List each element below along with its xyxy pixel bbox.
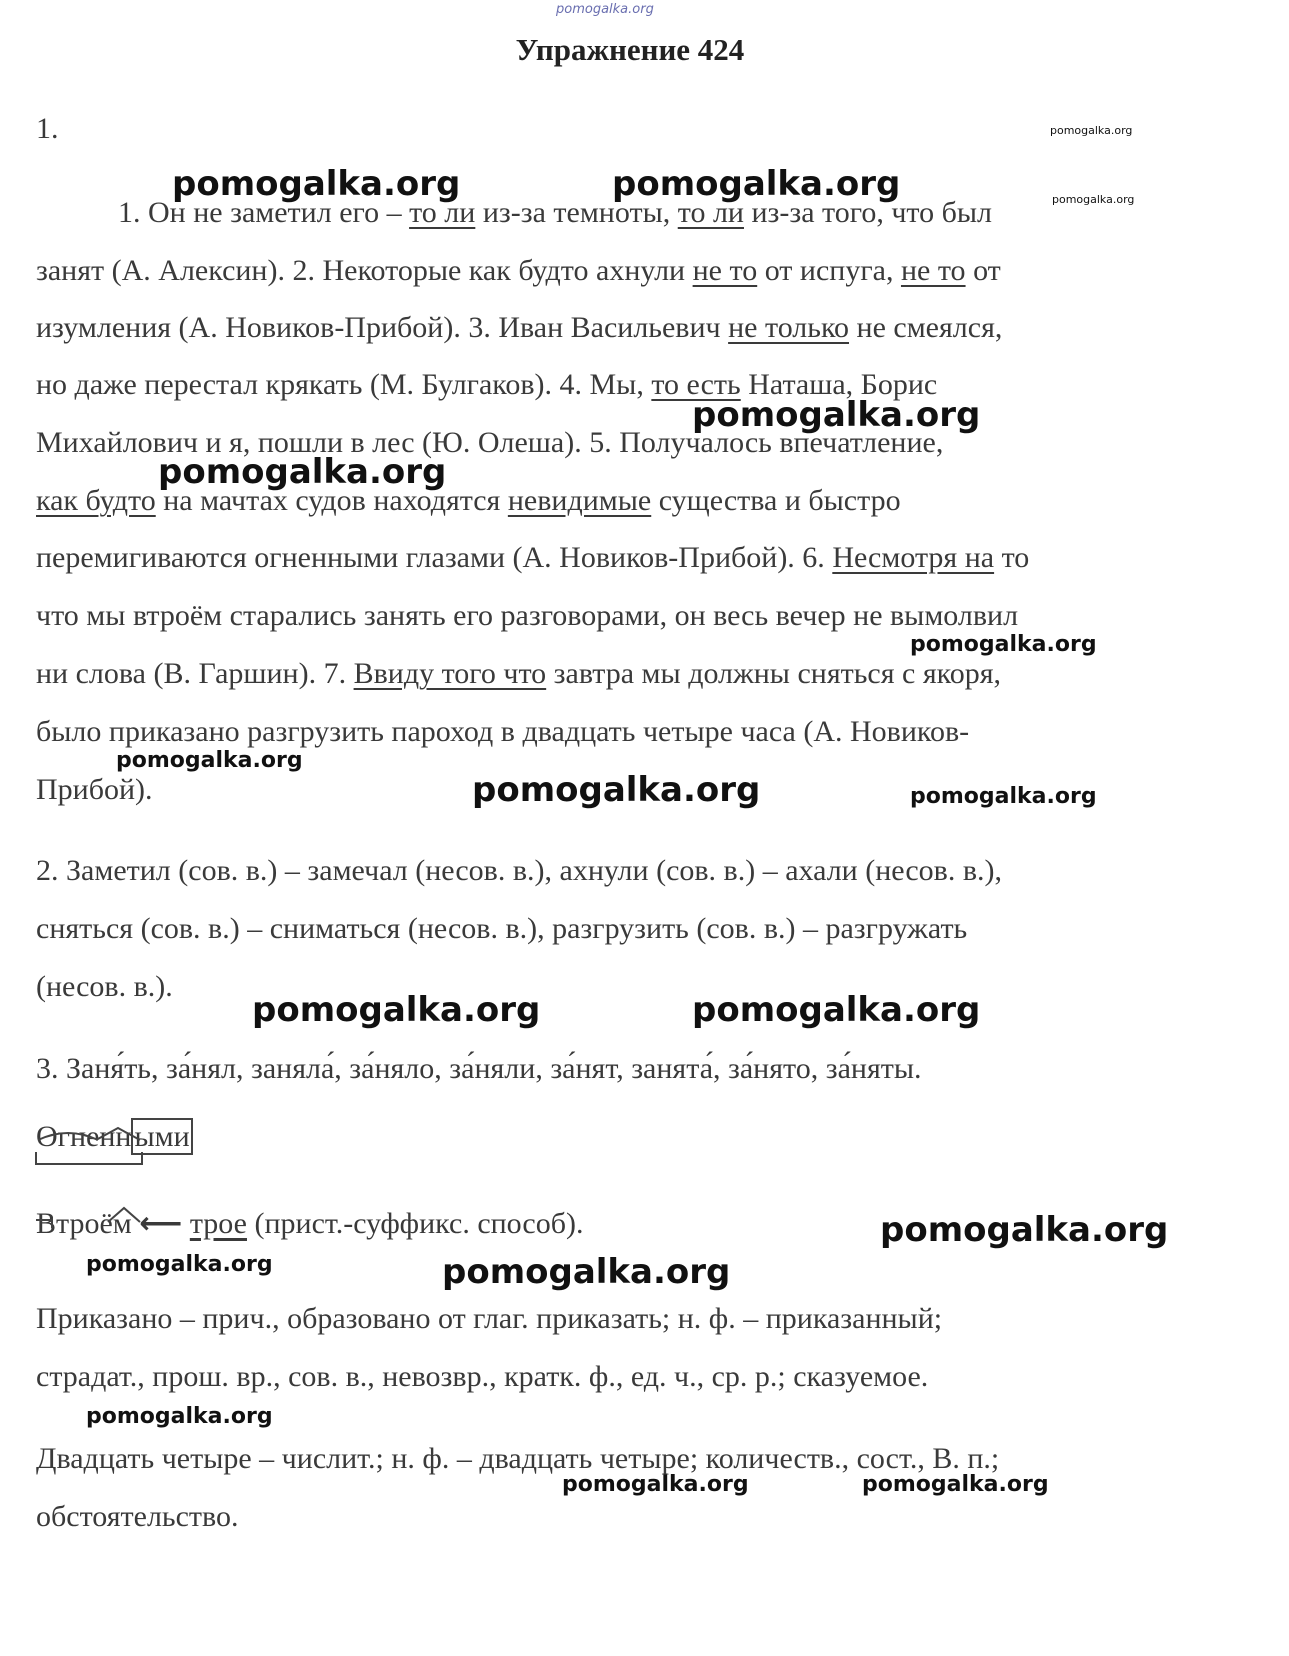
- task2-line: 2. Заметил (сов. в.) – замечал (несов. в.), ахнули (сов. в.) – ахали (несов. в.),: [36, 854, 1002, 887]
- page-title: Упражнение 424: [515, 32, 745, 67]
- text-segment: было приказано разгрузить пароход в двадцать четыре часа (А. Новиков-: [36, 715, 970, 748]
- task-number: 1.: [36, 112, 59, 145]
- suffix-mark: [108, 1208, 140, 1222]
- watermark: pomogalka.org: [158, 452, 447, 492]
- root-arc: [38, 1133, 98, 1140]
- text-segment: от испуга,: [757, 254, 901, 287]
- watermark: pomogalka.org: [442, 1252, 731, 1292]
- text-segment: ни слова (В. Гаршин). 7.: [36, 657, 354, 690]
- watermark: pomogalka.org: [1052, 193, 1135, 206]
- text-segment: но даже перестал крякать (М. Булгаков). 4. Мы,: [36, 368, 652, 401]
- underlined-particle: не то: [900, 254, 966, 287]
- underlined-particle: невидимые: [507, 484, 652, 517]
- watermark: pomogalka.org: [910, 632, 1097, 657]
- prefix-mark: [36, 1220, 52, 1228]
- text-segment: что мы втроём старались занять его разговорами, он весь вечер не вымолвил: [36, 599, 1019, 632]
- text-segment: из-за темноты,: [475, 196, 678, 229]
- task3-line: 3. Заня́ть, за́нял, заняла́, за́няло, за́няли, за́нят, занята́, за́нято, за́няты.: [36, 1052, 922, 1085]
- text-segment: на мачтах судов находятся: [155, 484, 508, 517]
- watermark: pomogalka.org: [880, 1210, 1169, 1250]
- derivation-arrow: ⟵: [139, 1206, 183, 1241]
- base-word: трое: [189, 1207, 247, 1240]
- base-underline: [36, 1152, 142, 1164]
- watermark: pomogalka.org: [172, 164, 461, 204]
- base-bracket: [34, 1150, 154, 1170]
- task2-line: (несов. в.).: [36, 970, 173, 1003]
- text-segment: из-за того, что был: [743, 196, 993, 229]
- underlined-particle: не то: [692, 254, 758, 287]
- word-base: Огненн: [36, 1120, 132, 1153]
- derived-word: Втроём: [36, 1207, 132, 1240]
- ending-box: ыми: [131, 1118, 192, 1155]
- watermark: pomogalka.org: [862, 1472, 1049, 1497]
- text-segment: Михайлович и я, пошли в лес (Ю. Олеша). 5. Получалось впечатление,: [36, 426, 944, 459]
- underlined-particle: не только: [728, 311, 850, 344]
- watermark: pomogalka.org: [116, 748, 303, 773]
- underlined-particle: Ввиду того что: [353, 657, 547, 690]
- watermark: pomogalka.org: [86, 1252, 273, 1277]
- underlined-particle: Несмотря на: [832, 541, 995, 574]
- text-segment: не смеялся,: [849, 311, 1003, 344]
- text-segment: занят (А. Алексин). 2. Некоторые как будто ахнули: [36, 254, 693, 287]
- prefix-suffix-marks: [34, 1208, 154, 1232]
- text-segment: перемигиваются огненными глазами (А. Новиков-Прибой). 6.: [36, 541, 833, 574]
- watermark: pomogalka.org: [562, 1472, 749, 1497]
- parsing-line: обстоятельство.: [36, 1500, 239, 1533]
- task1-line: [36, 657, 1001, 691]
- watermark-top: pomogalka.org: [556, 2, 654, 17]
- underlined-particle: то есть: [651, 368, 741, 401]
- text-segment: Наташа, Борис: [740, 368, 938, 401]
- watermark: pomogalka.org: [910, 784, 1097, 809]
- watermark: pomogalka.org: [86, 1404, 273, 1429]
- root-arcs: [34, 1126, 174, 1146]
- parsing-line: Двадцать четыре – числит.; н. ф. – двадцать четыре; количеств., сост., В. п.;: [36, 1442, 1000, 1475]
- text-segment: завтра мы должны сняться с якоря,: [546, 657, 1002, 690]
- task1-line: [36, 541, 1029, 575]
- underlined-particle: то ли: [409, 196, 476, 229]
- task1-line: [36, 484, 901, 518]
- text-segment: от: [965, 254, 1001, 287]
- text-segment: 1. Он не заметил его –: [118, 196, 410, 229]
- watermark: pomogalka.org: [692, 990, 981, 1030]
- derivation-method: (прист.-суффикс. способ).: [246, 1207, 584, 1240]
- underlined-particle: как будто: [36, 484, 156, 517]
- suffix-mark: [96, 1128, 140, 1140]
- parsing-line: Приказано – прич., образовано от глаг. приказать; н. ф. – приказанный;: [36, 1302, 943, 1335]
- task1-line: [36, 599, 1018, 633]
- watermark: pomogalka.org: [612, 164, 901, 204]
- watermark: pomogalka.org: [692, 395, 981, 435]
- parsing-line: страдат., прош. вр., сов. в., невозвр., кратк. ф., ед. ч., ср. р.; сказуемое.: [36, 1360, 929, 1393]
- watermark: pomogalka.org: [472, 770, 761, 810]
- task1-line: [36, 426, 943, 460]
- task1-line: [36, 773, 153, 807]
- watermark: pomogalka.org: [252, 990, 541, 1030]
- task1-line: [118, 196, 992, 230]
- task1-line: [36, 254, 1001, 288]
- text-segment: то: [994, 541, 1030, 574]
- task1-line: [36, 311, 1002, 345]
- task1-line: [36, 368, 937, 402]
- text-segment: существа и быстро: [651, 484, 901, 517]
- text-segment: Прибой).: [36, 773, 153, 806]
- task1-line: [36, 715, 969, 749]
- text-segment: изумления (А. Новиков-Прибой). 3. Иван Васильевич: [36, 311, 729, 344]
- task2-line: сняться (сов. в.) – сниматься (несов. в.), разгрузить (сов. в.) – разгружать: [36, 912, 968, 945]
- watermark: pomogalka.org: [1050, 124, 1133, 137]
- underlined-particle: то ли: [677, 196, 744, 229]
